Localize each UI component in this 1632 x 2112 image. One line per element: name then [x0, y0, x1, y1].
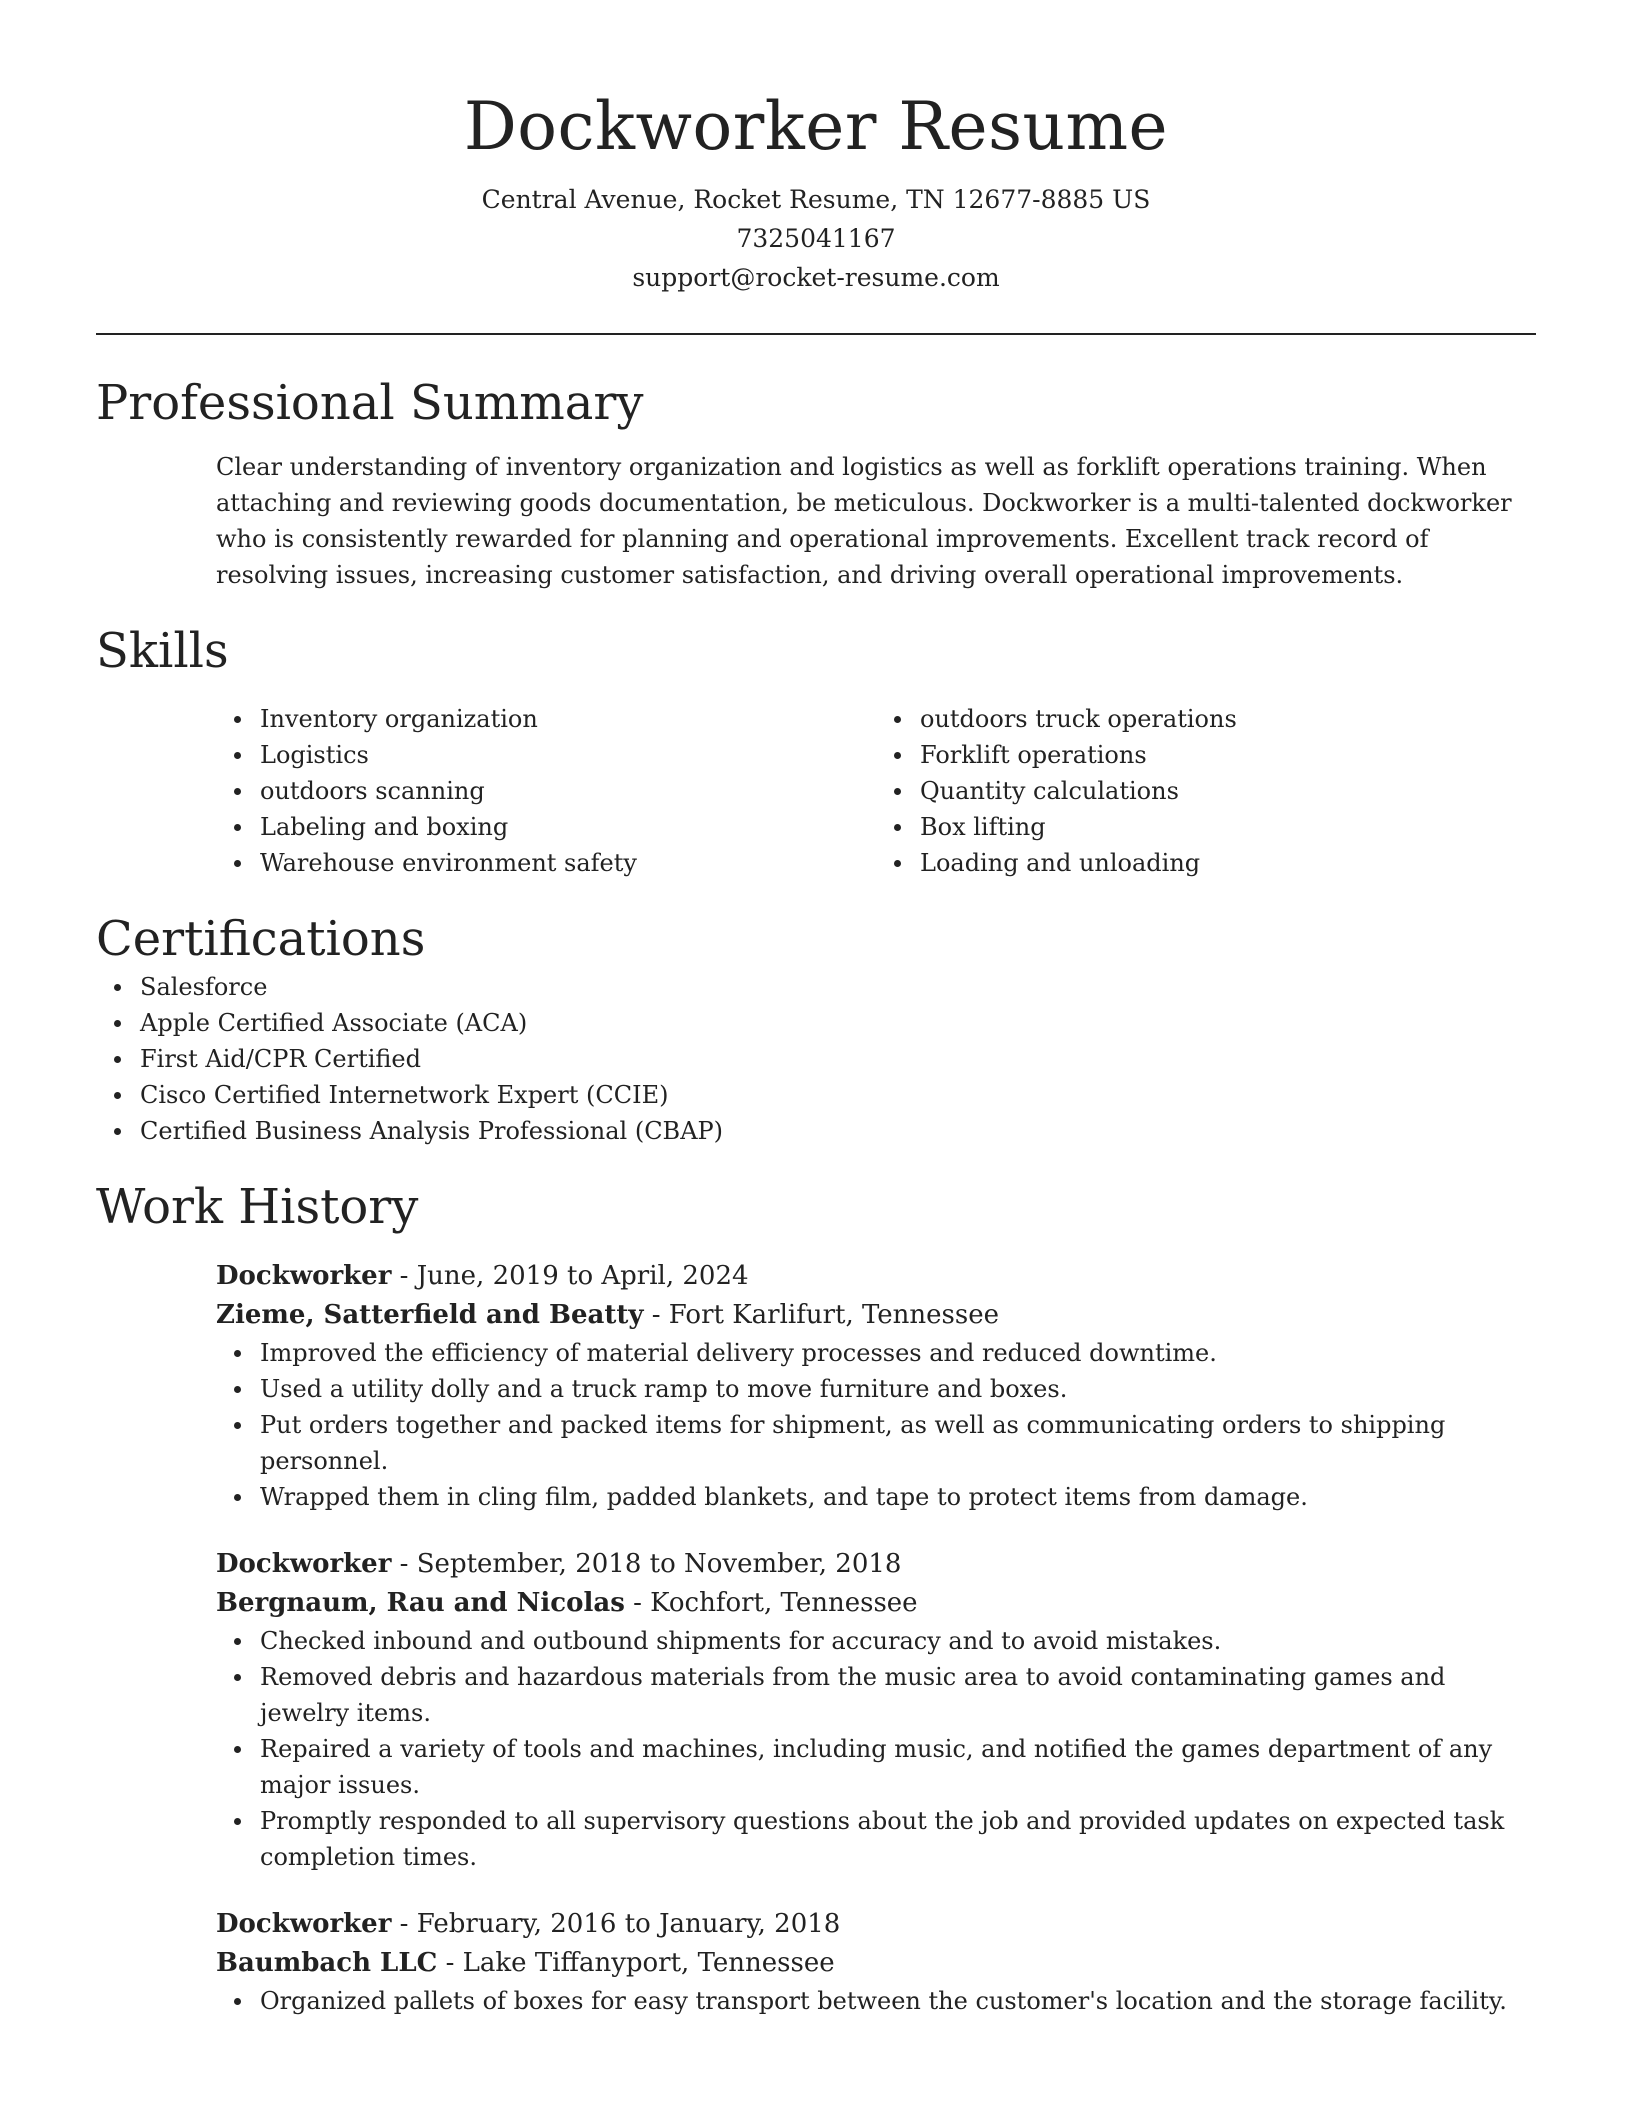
address: Central Avenue, Rocket Resume, TN 12677-8885 US	[481, 185, 1151, 214]
job-company: Baumbach LLC	[216, 1948, 438, 1978]
certification-item: First Aid/CPR Certified	[140, 1041, 1536, 1077]
skill-item: Quantity calculations	[920, 773, 1536, 809]
resume-page	[96, 0, 1536, 2019]
job-duties	[216, 1983, 1536, 2019]
phone: 7325041167	[736, 224, 896, 253]
skills-section	[96, 621, 1536, 881]
certification-item: Cisco Certified Internetwork Expert (CCIE)	[140, 1077, 1536, 1113]
certifications-section	[96, 909, 1536, 1149]
job-dates: June, 2019 to April, 2024	[416, 1261, 749, 1291]
job-location: Kochfort, Tennessee	[650, 1588, 918, 1618]
summary-text: Clear understanding of inventory organization and logistics as well as forklift operations training. When attaching and reviewing goods documentation, be meticulous. Dockworker is a multi-talented dockworker who is consistently rewarded for planning and operational improvements. Excellent track record of resolving issues, increasing customer satisfaction, and driving overall operational improvements.	[216, 453, 1512, 589]
job-entry	[216, 1257, 1536, 1515]
job-duty: Wrapped them in cling film, padded blankets, and tape to protect items from damage.	[260, 1479, 1536, 1515]
job-company: Zieme, Satterfield and Beatty	[216, 1300, 644, 1330]
job-title-line: Dockworker - February, 2016 to January, 2018	[216, 1909, 841, 1939]
summary-heading: Professional Summary	[96, 375, 644, 431]
work-history-section	[96, 1177, 1536, 2019]
job-company-line: Baumbach LLC - Lake Tiffanyport, Tennessee	[216, 1948, 835, 1978]
summary-section	[96, 373, 1536, 593]
job-location: Lake Tiffanyport, Tennessee	[462, 1948, 835, 1978]
skill-item: Warehouse environment safety	[260, 845, 876, 881]
contact-info	[96, 180, 1536, 297]
job-duties	[216, 1623, 1536, 1875]
job-company-line: Zieme, Satterfield and Beatty - Fort Karlifurt, Tennessee	[216, 1300, 1000, 1330]
certification-item: Salesforce	[140, 969, 1536, 1005]
job-duty: Used a utility dolly and a truck ramp to move furniture and boxes.	[260, 1371, 1536, 1407]
job-entry	[216, 1905, 1536, 2019]
skill-item: outdoors scanning	[260, 773, 876, 809]
job-duty: Checked inbound and outbound shipments for accuracy and to avoid mistakes.	[260, 1623, 1536, 1659]
skills-grid	[216, 701, 1536, 881]
certifications-heading: Certifications	[96, 911, 426, 967]
job-dates: September, 2018 to November, 2018	[416, 1549, 902, 1579]
email: support@rocket-resume.com	[632, 263, 1000, 292]
skill-item: Forklift operations	[920, 737, 1536, 773]
job-position: Dockworker	[216, 1909, 392, 1939]
skill-item: outdoors truck operations	[920, 701, 1536, 737]
job-duty: Improved the efficiency of material delivery processes and reduced downtime.	[260, 1335, 1536, 1371]
job-duties	[216, 1335, 1536, 1515]
job-duty: Organized pallets of boxes for easy transport between the customer's location and the storage facility.	[260, 1983, 1536, 2019]
header-divider	[96, 333, 1536, 335]
skill-item: Box lifting	[920, 809, 1536, 845]
certification-item: Apple Certified Associate (ACA)	[140, 1005, 1536, 1041]
skills-column-left	[216, 701, 876, 881]
skill-item: Labeling and boxing	[260, 809, 876, 845]
skill-item: Logistics	[260, 737, 876, 773]
job-duty: Removed debris and hazardous materials from the music area to avoid contaminating games and jewelry items.	[260, 1659, 1536, 1731]
job-company-line: Bergnaum, Rau and Nicolas - Kochfort, Tennessee	[216, 1588, 918, 1618]
skills-heading: Skills	[96, 623, 229, 679]
job-title-line: Dockworker - September, 2018 to November, 2018	[216, 1549, 902, 1579]
skill-item: Loading and unloading	[920, 845, 1536, 881]
job-dates: February, 2016 to January, 2018	[416, 1909, 841, 1939]
job-location: Fort Karlifurt, Tennessee	[668, 1300, 1000, 1330]
job-position: Dockworker	[216, 1261, 392, 1291]
job-company: Bergnaum, Rau and Nicolas	[216, 1588, 625, 1618]
resume-title: Dockworker Resume	[463, 88, 1169, 165]
job-title-line: Dockworker - June, 2019 to April, 2024	[216, 1261, 749, 1291]
skill-item: Inventory organization	[260, 701, 876, 737]
job-duty: Promptly responded to all supervisory questions about the job and provided updates on expected task completion times.	[260, 1803, 1536, 1875]
skills-column-right	[876, 701, 1536, 881]
certifications-list	[96, 969, 1536, 1149]
work-history-heading: Work History	[96, 1179, 419, 1235]
resume-header	[96, 0, 1536, 297]
job-duty: Repaired a variety of tools and machines, including music, and notified the games department of any major issues.	[260, 1731, 1536, 1803]
certification-item: Certified Business Analysis Professional (CBAP)	[140, 1113, 1536, 1149]
job-duty: Put orders together and packed items for shipment, as well as communicating orders to shipping personnel.	[260, 1407, 1536, 1479]
job-position: Dockworker	[216, 1549, 392, 1579]
job-entry	[216, 1545, 1536, 1875]
